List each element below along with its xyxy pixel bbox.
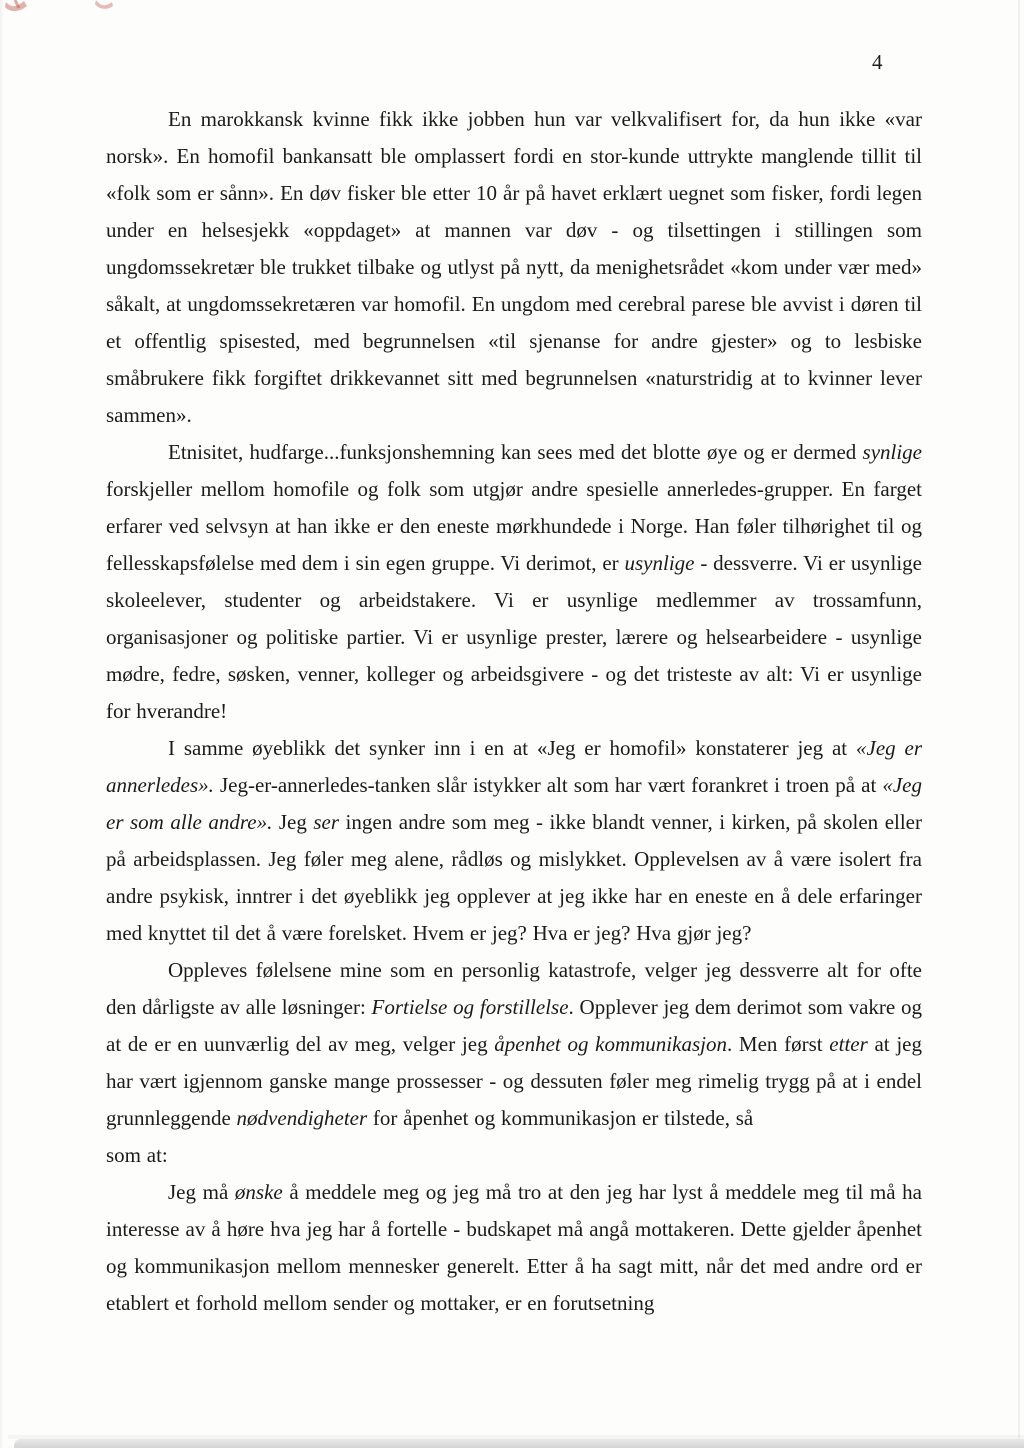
paragraph-5 (106, 1137, 922, 1174)
text-segment: ser (313, 810, 340, 834)
text-segment: - dessverre. Vi er usynlige skoleelever, studenter og arbeidstakere. Vi er usynlige medlemmer av trossamfunn, organisasjoner og politiske partier. Vi er usynlige prester, lærere og helsearbeidere - usynlige mødre, fedre, søsken, venner, kolleger og arbeidsgivere - og det tristeste av alt: Vi er usynlige for hverandre! (106, 551, 922, 723)
text-segment: Jeg må (168, 1180, 235, 1204)
text-segment: . Men først (726, 1032, 830, 1056)
text-segment: . Opplever jeg dem derimot som vakre og at de er en uunværlig del av meg, velger jeg (106, 995, 922, 1056)
text-segment: forskjeller mellom homofile og folk som utgjør andre spesielle annerledes-grupper. En farget erfarer ved selvsyn at han ikke er den eneste mørkhundede i Norge. Han føler tilhørighet til og fellesskapsfølelse med dem i sin egen gruppe. Vi derimot, er (106, 477, 922, 575)
scan-left-edge (0, 0, 4, 1448)
document-text (106, 101, 922, 1322)
paragraph-2 (106, 434, 922, 730)
text-segment: ingen andre som meg - ikke blandt venner, i kirken, på skolen eller på arbeidsplassen. Jeg føler meg alene, rådløs og mislykket. Opplevelsen av å være isolert fra andre psykisk, inntrer i det øyeblikk jeg opplever at jeg ikke har en eneste en å dele erfaringer med knyttet til det å være forelsket. Hvem er jeg? Hva er jeg? Hva gjør jeg? (106, 810, 922, 945)
text-segment: Fortielse og forstillelse (371, 995, 569, 1019)
text-segment: «Jeg er som alle andre». (106, 773, 922, 834)
text-segment: «Jeg er annerledes». (106, 736, 922, 797)
text-segment: ønske (234, 1180, 283, 1204)
text-segment: I samme øyeblikk det synker inn i en at «Jeg er homofil» konstaterer jeg at (168, 736, 856, 760)
paragraph-4 (106, 952, 922, 1137)
paragraph-1 (106, 101, 922, 434)
text-segment: En marokkansk kvinne fikk ikke jobben hun var velkvalifisert for, da hun ikke «var norsk». En homofil bankansatt ble omplassert fordi en stor-kunde uttrykte manglende tillit til «folk som er sånn». En døv fisker ble etter 10 år på havet erklært uegnet som fisker, fordi legen under en helsesjekk «oppdaget» at mannen var døv - og tilsettingen i stillingen som ungdomssekretær ble trukket tilbake og utlyst på nytt, da menighetsrådet «kom under vær med» såkalt, at ungdomssekretæren var homofil. En ungdom med cerebral parese ble avvist i døren til et offentlig spisested, med begrunnelsen «til sjenanse for andre gjester» og to lesbiske småbrukere fikk forgiftet drikkevannet sitt med begrunnelsen «naturstridig at to kvinner lever sammen». (106, 107, 922, 427)
paragraph-6 (106, 1174, 922, 1322)
scan-right-edge (1018, 0, 1020, 1448)
text-segment: Jeg (272, 810, 314, 834)
red-pen-marks (0, 0, 140, 16)
text-segment: synlige (862, 440, 922, 464)
text-segment: nødvendigheter (236, 1106, 368, 1130)
paragraph-3 (106, 730, 922, 952)
text-segment: usynlige (624, 551, 695, 575)
text-segment: at jeg har vært igjennom ganske mange prossesser - og dessuten føler meg rimelig trygg på at i endel grunnleggende (106, 1032, 922, 1130)
text-segment: etter (829, 1032, 868, 1056)
text-segment: Etnisitet, hudfarge...funksjonshemning kan sees med det blotte øye og er dermed (168, 440, 863, 464)
text-segment: Jeg-er-annerledes-tanken slår istykker alt som har vært forankret i troen på at (213, 773, 883, 797)
text-segment: som at: (106, 1143, 168, 1167)
text-segment: åpenhet og kommunikasjon (494, 1032, 727, 1056)
scan-bottom-edge (14, 1439, 1024, 1448)
page-number: 4 (872, 50, 883, 74)
text-segment: å meddele meg og jeg må tro at den jeg har lyst å meddele meg til må ha interesse av å høre hva jeg har å fortelle - budskapet må angå mottakeren. Dette gjelder åpenhet og kommunikasjon mellom mennesker generelt. Etter å ha sagt mitt, når det med andre ord er etablert et forhold mellom sender og mottaker, er en forutsetning (106, 1180, 922, 1315)
text-segment: for åpenhet og kommunikasjon er tilstede, så (367, 1106, 754, 1130)
text-segment: Oppleves følelsene mine som en personlig katastrofe, velger jeg dessverre alt for ofte den dårligste av alle løsninger: (106, 958, 922, 1019)
red-pen-stroke-icon (0, 0, 140, 16)
